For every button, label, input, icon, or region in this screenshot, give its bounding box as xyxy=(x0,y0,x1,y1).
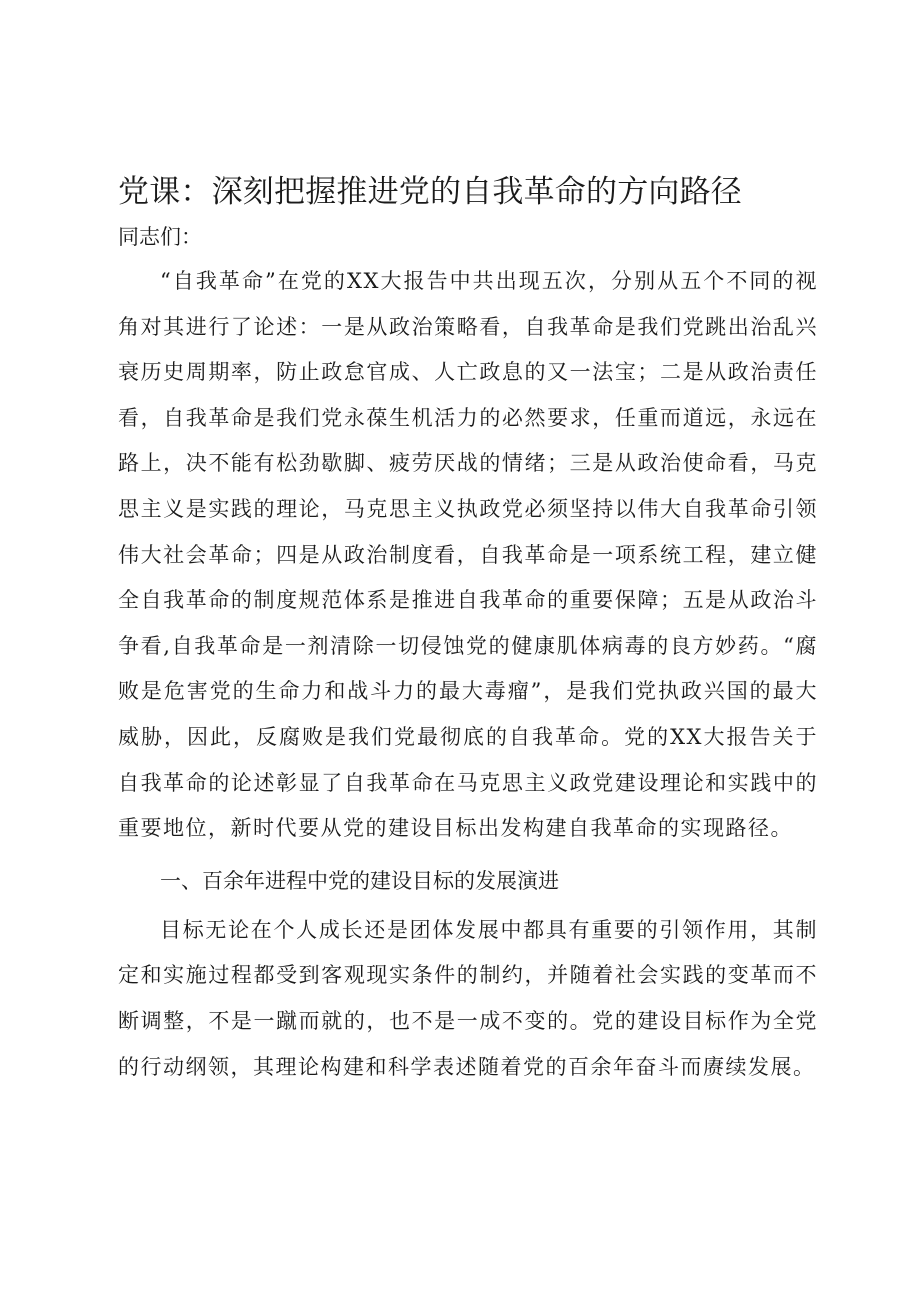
salutation: 同志们： xyxy=(118,225,202,249)
section-heading: 一、百余年进程中党的建设目标的发展演进 xyxy=(160,868,559,893)
section-paragraph: 目标无论在个人成长还是团体发展中都具有重要的引领作用，其制定和实施过程都受到客观现实条件的制约，并随着社会实践的变革而不断调整，不是一蹴而就的，也不是一成不变的。党的建设目标作为全党的行动纲领，其理论构建和科学表述随着党的百余年奋斗而赓续发展。 xyxy=(118,917,818,1079)
document-body xyxy=(118,168,818,1090)
intro-paragraph: “自我革命”在党的XX大报告中共出现五次，分别从五个不同的视角对其进行了论述：一是从政治策略看，自我革命是我们党跳出治乱兴衰历史周期率，防止政怠官成、人亡政息的又一法宝；二是从政治责任看，自我革命是我们党永葆生机活力的必然要求，任重而道远，永远在路上，决不能有松劲歇脚、疲劳厌战的情绪；三是从政治使命看，马克思主义是实践的理论，马克思主义执政党必须坚持以伟大自我革命引领伟大社会革命；四是从政治制度看，自我革命是一项系统工程，建立健全自我革命的制度规范体系是推进自我革命的重要保障；五是从政治斗争看,自我革命是一剂清除一切侵蚀党的健康肌体病毒的良方妙药。“腐败是危害党的生命力和战斗力的最大毒瘤”，是我们党执政兴国的最大威胁，因此，反腐败是我们党最彻底的自我革命。党的XX大报告关于自我革命的论述彰显了自我革命在马克思主义政党建设理论和实践中的重要地位，新时代要从党的建设目标出发构建自我革命的实现路径。 xyxy=(118,269,818,841)
page-title: 党课：深刻把握推进党的自我革命的方向路径 xyxy=(118,174,742,210)
